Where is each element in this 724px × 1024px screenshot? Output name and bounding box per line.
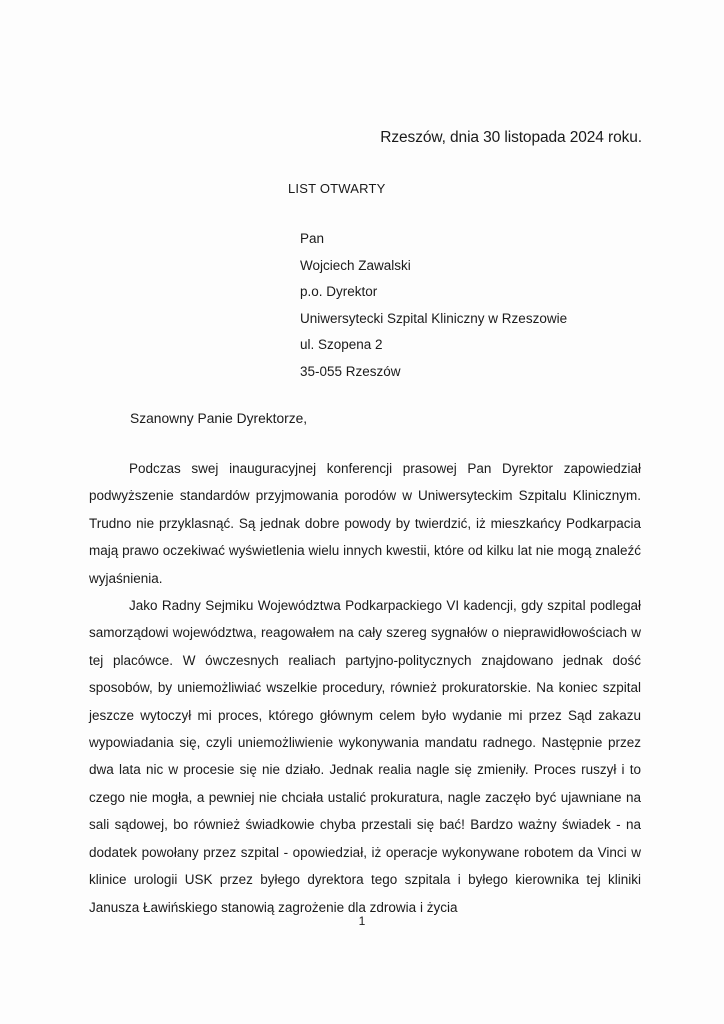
- body-paragraph: Jako Radny Sejmiku Województwa Podkarpackiego VI kadencji, gdy szpital podlegał samorządowi województwa, reagowałem na cały szereg sygnałów o nieprawidłowościach w tej placówce. W ówczesnych realiach partyjno-politycznych znajdowano jednak dość sposobów, by uniemożliwiać wszelkie procedury, również prokuratorskie. Na koniec szpital jeszcze wytoczył mi proces, którego głównym celem było wydanie mi przez Sąd zakazu wypowiadania się, czyli uniemożliwienie wykonywania mandatu radnego. Następnie przez dwa lata nic w procesie się nie działo. Jednak realia nagle się zmieniły. Proces ruszył i to czego nie mogła, a pewniej nie chciała ustalić prokuratura, nagle zaczęło być ujawniane na sali sądowej, bo również świadkowie chyba przestali się bać! Bardzo ważny świadek - na dodatek powołany przez szpital - opowiedział, iż operacje wykonywane robotem da Vinci w klinice urologii USK przez byłego dyrektora tego szpitala i byłego kierownika tej kliniki Janusza Ławińskiego stanowią zagrożenie dla zdrowia i życia: [89, 598, 641, 915]
- recipient-postal-city: 35-055 Rzeszów: [300, 363, 401, 379]
- recipient-position: p.o. Dyrektor: [300, 284, 378, 299]
- date-line: Rzeszów, dnia 30 listopada 2024 roku.: [380, 129, 642, 146]
- recipient-institution: Uniwersytecki Szpital Kliniczny w Rzeszowie: [300, 310, 568, 326]
- letter-salutation: Szanowny Panie Dyrektorze,: [130, 411, 308, 426]
- recipient-name: Wojciech Zawalski: [300, 257, 411, 273]
- letter-body: [89, 455, 641, 921]
- recipient-street: ul. Szopena 2: [300, 337, 383, 352]
- body-paragraph: Podczas swej inauguracyjnej konferencji prasowej Pan Dyrektor zapowiedział podwyższenie standardów przyjmowania porodów w Uniwersyteckim Szpitalu Klinicznym. Trudno nie przyklasnąć. Są jednak dobre powody by twierdzić, iż mieszkańcy Podkarpacia mają prawo oczekiwać wyświetlenia wielu innych kwestii, które od kilku lat nie mogą znaleźć wyjaśnienia.: [89, 461, 641, 586]
- document-title: LIST OTWARTY: [288, 181, 386, 196]
- recipient-address-block: [300, 226, 567, 385]
- recipient-salutation-prefix: Pan: [300, 231, 325, 246]
- page-number: 1: [358, 914, 366, 928]
